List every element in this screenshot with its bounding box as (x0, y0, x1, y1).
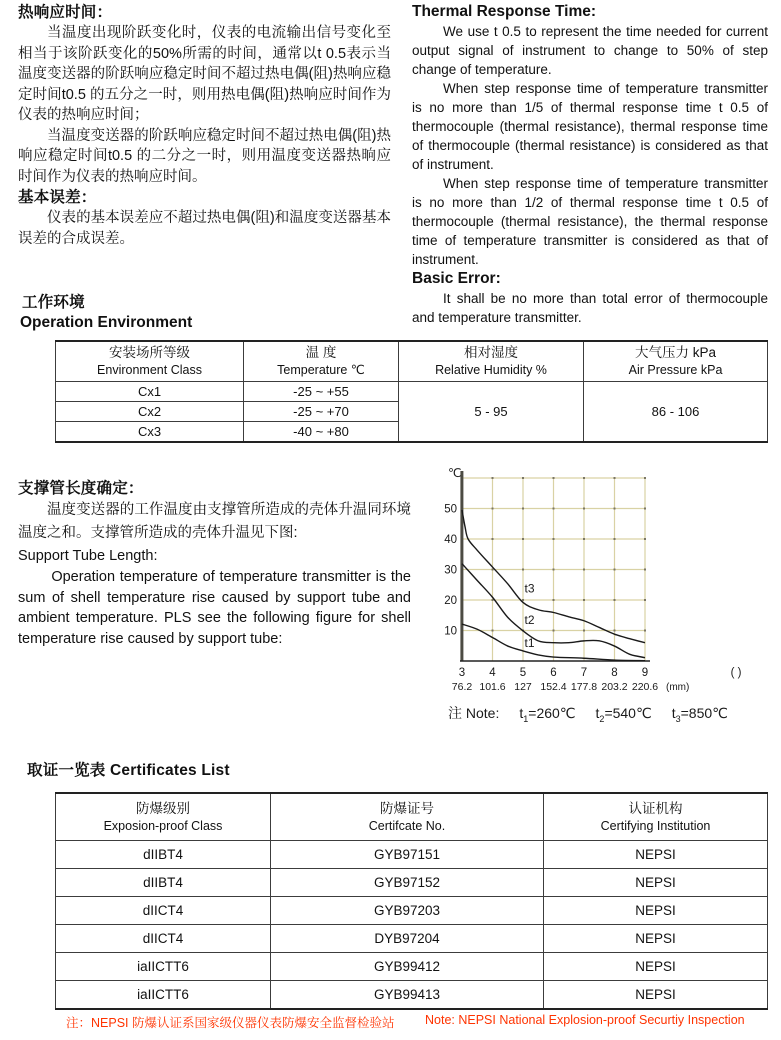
y-axis (460, 471, 463, 661)
explosion-proof-class-cell: iaIICTT6 (56, 981, 271, 1010)
env-class-cell: Cx3 (56, 422, 244, 443)
grid-dot (492, 508, 494, 510)
table-row (56, 841, 768, 869)
x-tick-mm: 203.2 (601, 681, 628, 693)
table-row (56, 869, 768, 897)
institution-cell: NEPSI (544, 869, 768, 897)
grid-dot (644, 630, 646, 632)
x-tick: 5 (519, 667, 527, 679)
explosion-proof-class-cell: dIIBT4 (56, 841, 271, 869)
chart-note-item: $t_3=850℃$ (671, 705, 728, 724)
grid-dot (644, 569, 646, 571)
x-tick: 7 (580, 667, 588, 679)
x-tick-mm: 127 (514, 681, 532, 693)
x-unit-row1: ( ) (730, 667, 742, 679)
thermal-en-para2: When step response time of temperature transmitter is no more than 1/5 of thermal response time t 0.5 of thermocouple (thermal resistance), thermal response time of thermocouple (thermal resistance) is considered as that of instrument. (412, 81, 768, 172)
grid-dot (492, 477, 494, 479)
basic-error-en-para: It shall be no more than total error of thermocouple and temperature transmitter. (412, 291, 768, 325)
env-col-temperature-header: 温 度 Temperature ℃ (244, 341, 399, 382)
institution-cell: NEPSI (544, 897, 768, 925)
y-axis-unit: ℃ (448, 466, 462, 480)
curve-label-t2: t2 (524, 612, 535, 627)
grid-dot (553, 538, 555, 540)
certificate-no-cell: GYB97203 (271, 897, 544, 925)
grid-dot (583, 569, 585, 571)
grid-dot (583, 508, 585, 510)
grid-dot (583, 599, 585, 601)
certificate-no-cell: DYB97204 (271, 925, 544, 953)
grid-dot (522, 508, 524, 510)
explosion-proof-class-cell: dIICT4 (56, 925, 271, 953)
grid-dot (492, 599, 494, 601)
x-tick: 9 (641, 667, 649, 679)
grid-dot (553, 477, 555, 479)
temperature-cell: -25 ~ +55 (244, 382, 399, 402)
certificates-table-header-row (56, 793, 768, 841)
grid-dot (614, 599, 616, 601)
thermal-response-en-column (412, 2, 768, 327)
basic-error-zh-heading: 基本误差： (18, 189, 97, 206)
thermal-zh-para1: 当温度出现阶跃变化时，仪表的电流输出信号变化至相当于该阶跃变化的50%所需的时间，通常以t 0.5表示当温度变送器的阶跃响应稳定时间不超过热电偶(阻)热响应稳定时间t0.5 的五分之一时，则用热电偶(阻)热响应时间作为仪表的热响应时间； (18, 25, 391, 123)
shell-temperature-rise-chart (440, 465, 775, 698)
y-tick: 40 (444, 534, 457, 546)
env-col-pressure-header: 大气压力 kPa Air Pressure kPa (584, 341, 768, 382)
thermal-zh-para2: 当温度变送器的阶跃响应稳定时间不超过热电偶(阻)热响应稳定时间t0.5 的二分之一时，则用温度变送器热晌应时间作为仪表的热响应时间。 (18, 127, 391, 185)
table-row (56, 897, 768, 925)
curve-label-t1: t1 (524, 635, 535, 650)
grid-dot (553, 569, 555, 571)
grid-dot (492, 538, 494, 540)
chart-note-item: $t_1=260℃$ (519, 705, 576, 724)
environment-table-header-row (56, 341, 768, 382)
x-tick: 8 (611, 667, 618, 679)
grid-dot (644, 599, 646, 601)
certificate-no-cell: GYB97152 (271, 869, 544, 897)
humidity-cell: 5 - 95 (399, 382, 584, 443)
environment-heading-zh: 工作环境 (22, 294, 85, 311)
cert-col-class-header: 防爆级别 Exposion-proof Class (56, 793, 271, 841)
grid-dot (583, 477, 585, 479)
x-tick-mm: 76.2 (451, 681, 473, 693)
cert-col-number-header: 防爆证号 Certifcate No. (271, 793, 544, 841)
environment-table (55, 340, 768, 443)
institution-cell: NEPSI (544, 953, 768, 981)
thermal-en-para3: When step response time of temperature transmitter is no more than 1/2 of thermal response time t 0.5 of thermocouple (thermal resistance), the thermal response time of temperature transmitter is considered as that of instrument. (412, 176, 768, 267)
institution-cell: NEPSI (544, 981, 768, 1010)
table-row (56, 382, 768, 402)
cert-col-institution-header: 认证机构 Certifying Institution (544, 793, 768, 841)
x-tick-mm: 177.8 (570, 681, 598, 693)
y-tick: 10 (444, 625, 457, 638)
grid-dot (614, 538, 616, 540)
certificates-table (55, 792, 768, 1010)
y-tick: 30 (444, 564, 457, 577)
grid-dot (644, 538, 646, 540)
footer-note-en: Note: NEPSI National Explosion-proof Securtiy Inspection (425, 1013, 745, 1027)
env-col-humidity-header: 相对湿度 Relative Humidity % (399, 341, 584, 382)
grid-dot (614, 630, 616, 632)
explosion-proof-class-cell: dIICT4 (56, 897, 271, 925)
x-tick-mm: 220.6 (631, 681, 659, 693)
support-para-en: Operation temperature of temperature transmitter is the sum of shell temperature rise caused by support tube and ambient temperature. PLS see the following figure for shell temperature rise caused by support tube: (18, 569, 411, 647)
env-class-cell: Cx1 (56, 382, 244, 402)
temperature-cell: -40 ~ +80 (244, 422, 399, 443)
grid-dot (522, 599, 524, 601)
grid-dot (492, 630, 494, 632)
temperature-cell: -25 ~ +70 (244, 402, 399, 422)
thermal-en-para1: We use t 0.5 to represent the time needed for current output signal of instrument to change to 50% of step change of temperature. (412, 24, 768, 77)
pressure-cell: 86 - 106 (584, 382, 768, 443)
grid-dot (644, 508, 646, 510)
env-col-class-header: 安装场所等级 Environment Class (56, 341, 244, 382)
explosion-proof-class-cell: iaIICTT6 (56, 953, 271, 981)
x-tick: 6 (550, 667, 557, 679)
grid-dot (614, 508, 616, 510)
basic-error-en-heading: Basic Error: (412, 270, 501, 287)
table-row (56, 953, 768, 981)
grid-dot (583, 630, 585, 632)
thermal-response-zh-column (18, 2, 391, 249)
grid-dot (522, 569, 524, 571)
environment-heading-en: Operation Environment (20, 314, 193, 331)
institution-cell: NEPSI (544, 841, 768, 869)
y-tick: 50 (444, 503, 457, 516)
env-class-cell: Cx2 (56, 402, 244, 422)
y-tick: 20 (444, 595, 457, 607)
thermal-zh-heading: 热响应时间： (18, 4, 113, 21)
x-tick: 3 (458, 667, 466, 679)
footer-note-zh: 注：NEPSI 防爆认证系国家级仪器仪表防爆安全监督检验站 (66, 1016, 395, 1030)
table-row (56, 981, 768, 1010)
basic-error-zh-para: 仪表的基本误差应不超过热电偶(阻)和温度变送器基本误差的合成误差。 (18, 210, 391, 247)
grid-dot (553, 630, 555, 632)
x-tick-mm: 101.6 (479, 681, 506, 693)
chart-note-prefix: 注 Note: (448, 705, 500, 721)
grid-dot (553, 599, 555, 601)
thermal-en-heading: Thermal Response Time: (412, 3, 597, 20)
certificate-no-cell: GYB97151 (271, 841, 544, 869)
certificate-no-cell: GYB99413 (271, 981, 544, 1010)
grid-dot (583, 538, 585, 540)
x-tick: 4 (489, 667, 496, 679)
institution-cell: NEPSI (544, 925, 768, 953)
chart-note-item: $t_2=540℃$ (595, 705, 652, 724)
explosion-proof-class-cell: dIIBT4 (56, 869, 271, 897)
grid-dot (614, 477, 616, 479)
grid-dot (644, 477, 646, 479)
certificates-heading: 取证一览表 Certificates List (27, 762, 230, 779)
support-heading-zh: 支撑管长度确定： (18, 480, 144, 497)
grid-dot (522, 538, 524, 540)
x-tick-mm: 152.4 (540, 681, 567, 693)
chart-note (448, 703, 728, 724)
grid-dot (553, 508, 555, 510)
grid-dot (522, 477, 524, 479)
support-tube-section (18, 478, 411, 649)
certificate-no-cell: GYB99412 (271, 953, 544, 981)
support-heading-en: Support Tube Length: (18, 548, 158, 564)
curve-label-t3: t3 (524, 581, 535, 596)
grid-dot (614, 569, 616, 571)
table-row (56, 925, 768, 953)
support-para-zh: 温度变送器的工作温度由支撑管所造成的壳体升温同环境温度之和。支撑管所造成的壳体升温见下图: (18, 502, 411, 541)
x-unit-row2: (mm) (666, 682, 690, 693)
